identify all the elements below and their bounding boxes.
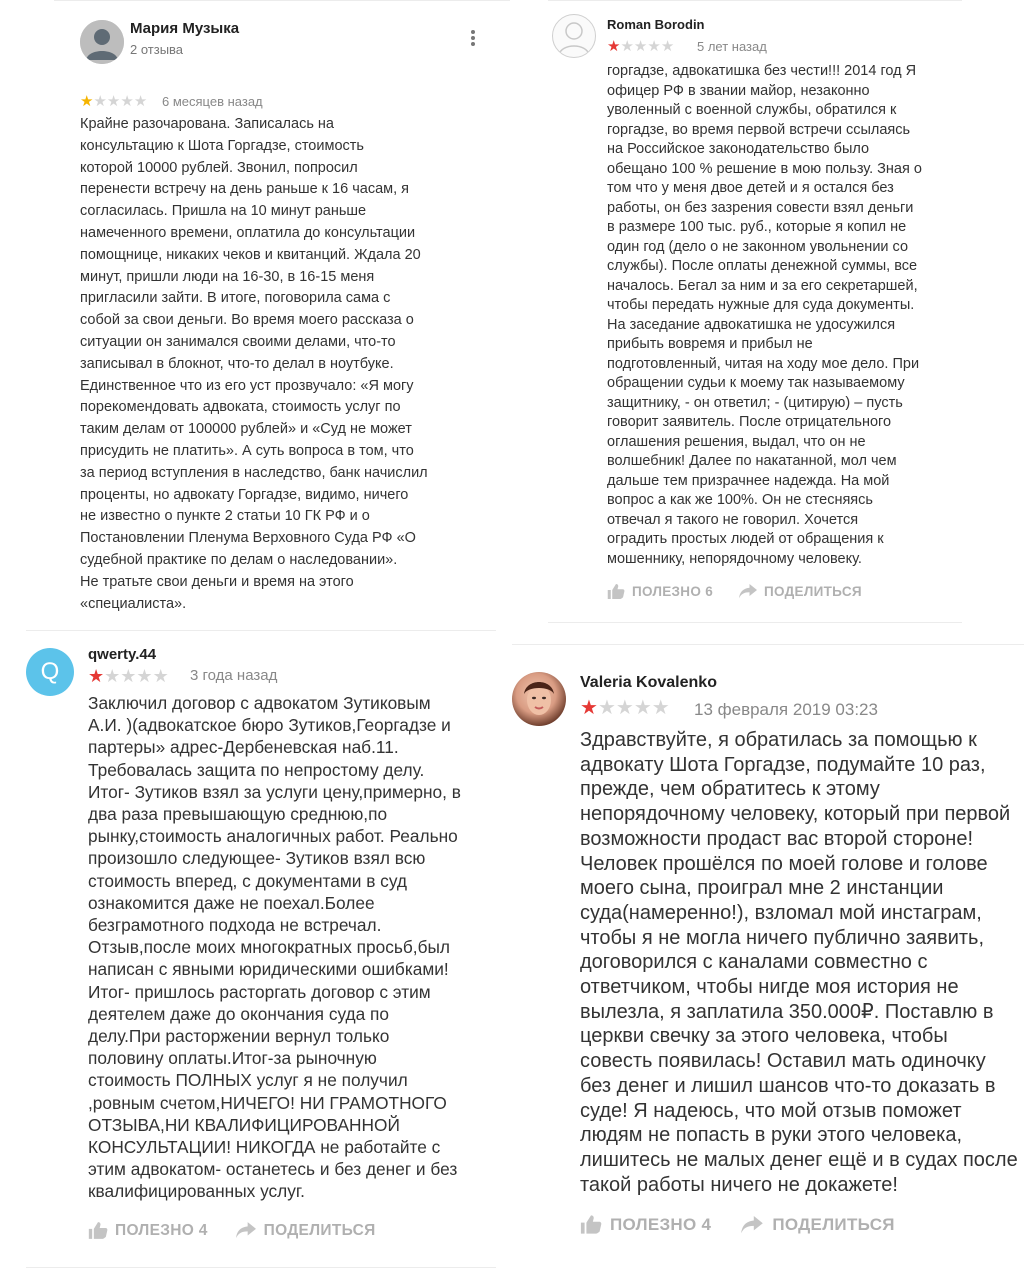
author-review-count: 2 отзыва <box>130 42 184 57</box>
review-card-maria <box>54 0 510 625</box>
review-line: Крайне разочарована. Записалась на <box>80 116 334 132</box>
review-line: таким делам от 100000 рублей» и «Суд не может <box>80 421 412 438</box>
star-icon: ★ <box>93 93 107 110</box>
review-line: ,ровным счетом,НИЧЕГО! НИ ГРАМОТНОГО <box>88 1092 447 1113</box>
helpful-button[interactable] <box>607 583 713 600</box>
rating-stars <box>88 667 169 685</box>
review-card-roman <box>548 0 962 625</box>
review-line: том что у меня двое детей и я остался без <box>607 180 894 196</box>
share-arrow-icon <box>741 1216 763 1234</box>
review-line: Не тратьте свои деньги и время на этого <box>80 573 354 590</box>
review-line: партеры» адрес-Дербеневская наб.11. <box>88 737 399 758</box>
star-icon: ★ <box>633 697 652 719</box>
share-label: ПОДЕЛИТЬСЯ <box>772 1214 895 1234</box>
star-icon: ★ <box>607 38 621 55</box>
review-line: А.И. )(адвокатское бюро Зутиков,Георгадзе и <box>88 715 451 736</box>
user-photo-avatar-image <box>512 672 566 726</box>
review-line: дальше тем призрачнее надежда. На мой <box>607 472 890 489</box>
review-line: Итог- Зутиков взял за услуги цену,примерно, в <box>88 781 461 802</box>
review-line: перенести встречу на день раньше к 16 часам, я <box>80 181 410 198</box>
review-line: Отзыв,после моих многократных просьб,был <box>88 937 450 958</box>
author-name[interactable]: Valeria Kovalenko <box>580 674 717 691</box>
review-line: обращении судьи к моему так называемому <box>607 375 905 391</box>
share-button[interactable] <box>741 1215 895 1235</box>
user-photo-avatar[interactable] <box>512 672 566 726</box>
review-line: присудить не платить». А суть вопроса в том, что <box>80 442 414 459</box>
star-icon: ★ <box>88 666 105 686</box>
avatar[interactable] <box>80 20 124 64</box>
review-line: работы, он без зазрения совести взял деньги <box>607 199 914 216</box>
review-line: оградить простых людей от обращения к <box>607 531 884 547</box>
review-line: началось. Бегал за ним и за его секретаршей, <box>607 277 918 294</box>
review-line: половину оплаты.Итог-за рыночную <box>88 1048 377 1069</box>
helpful-button[interactable] <box>88 1221 208 1240</box>
review-card-valeria <box>510 644 1024 1280</box>
review-line: которой 10000 рублей. Звонил, попросил <box>80 159 358 176</box>
review-line: Заключил договор с адвокатом Зутиковым <box>88 693 431 713</box>
review-line: чтобы передать нужные для суда документы. <box>607 297 915 313</box>
helpful-label: ПОЛЕЗНО 4 <box>610 1214 712 1234</box>
review-line: чтобы я не могла ничего публично заявить, <box>580 926 985 949</box>
review-text <box>80 114 428 615</box>
star-icon: ★ <box>615 697 634 719</box>
share-button[interactable] <box>236 1222 376 1240</box>
review-line: прежде, чем обратитесь к этому <box>580 778 880 801</box>
thumbs-up-icon <box>607 583 625 600</box>
review-line: этим адвокатом- останетесь и без денег и без <box>88 1159 458 1180</box>
star-icon: ★ <box>633 38 648 55</box>
review-text <box>88 692 461 1203</box>
person-placeholder-icon <box>553 15 595 57</box>
star-icon: ★ <box>651 697 670 719</box>
review-line: без денег и лишил шансов что-то доказать в <box>580 1074 996 1097</box>
review-date: 13 февраля 2019 03:23 <box>694 700 878 719</box>
share-arrow-icon <box>739 584 757 599</box>
star-icon: ★ <box>120 93 134 110</box>
review-line: консультацию к Шота Горгадзе, стоимость <box>80 137 364 154</box>
review-line: ситуации он занимался своими делами, что-то <box>80 333 396 350</box>
review-line: Единственное что из его уст прозвучало: «Я могу <box>80 377 414 394</box>
review-line: договорился с каналами совместно с <box>580 951 928 974</box>
review-line: церкви свечку за этого человека, чтобы <box>580 1025 948 1048</box>
review-line: прибыть вовремя и прибыл не <box>607 336 813 352</box>
review-line: два раза превышающую среднюю,по <box>88 804 388 825</box>
review-line: записывал в блокнот, что-то делал в ноутбуке. <box>80 355 394 372</box>
review-line: согласилась. Пришла на 10 минут раньше <box>80 203 367 220</box>
review-actions <box>88 1221 376 1240</box>
card-top-divider <box>54 0 510 1</box>
review-line: защитнику, - он ответил; - (цитирую) – пусть <box>607 394 903 411</box>
share-button[interactable] <box>739 584 862 599</box>
review-actions <box>607 583 862 600</box>
review-line: пригласили зайти. В итоге, поговорила сама с <box>80 290 391 307</box>
review-line: ознакомится даже не поехал.Более <box>88 892 375 913</box>
review-text <box>607 62 922 569</box>
review-line: Человек прошёлся по моей голове и голове <box>580 852 988 875</box>
review-line: вопрос а как же 100%. Он не стесняясь <box>607 492 873 508</box>
avatar-letter: Q <box>40 658 60 685</box>
review-line: «специалиста». <box>80 595 187 612</box>
card-bottom-divider <box>26 1267 496 1268</box>
review-line: лишитесь не малых денег ещё и в судах после <box>580 1148 1018 1171</box>
review-line: квалифицированных услуг. <box>88 1181 305 1202</box>
card-bottom-divider <box>548 622 962 623</box>
review-line: волшебник! Далее по накатанной, мол чем <box>607 453 897 469</box>
review-line: минут, пришли люди на 16-30, в 16-15 меня <box>80 268 375 285</box>
review-line: На заседание адвокатишка не удосужился <box>607 316 896 333</box>
review-line: делу.При расторжении вернул только <box>88 1026 390 1047</box>
share-label: ПОДЕЛИТЬСЯ <box>764 584 862 599</box>
star-icon: ★ <box>647 38 661 55</box>
review-line: подготовленный, читая на ходу мое дело. При <box>607 355 920 372</box>
review-text <box>580 728 1018 1197</box>
star-icon: ★ <box>597 697 616 719</box>
review-line: обещано 100 % решение в мою пользу. Зная о <box>607 160 922 177</box>
review-date: 6 месяцев назад <box>162 94 263 109</box>
review-line: горгадзе, во время первой встречи ссылаясь <box>607 121 911 138</box>
review-line: ответчиком, чтобы нигде моя история не <box>580 976 959 999</box>
star-icon: ★ <box>104 666 121 686</box>
review-date: 5 лет назад <box>697 39 767 54</box>
review-line: возможности продаст вас второй стороне! <box>580 827 974 850</box>
review-line: уволенный с военной службы, обратился к <box>607 102 897 118</box>
review-line: КОНСУЛЬТАЦИИ! НИКОГДА не работайте с <box>88 1137 441 1158</box>
star-icon: ★ <box>660 38 675 55</box>
review-line: судебной практике по делам о наследовании». <box>80 551 398 568</box>
star-icon: ★ <box>136 666 153 686</box>
review-line: Итог- пришлось расторгать договор с этим <box>88 981 431 1002</box>
review-line: один год (дело о не законном увольнении со <box>607 238 909 255</box>
review-line: моего сына, проиграл мне 2 инстанции <box>580 877 944 900</box>
thumbs-up-icon <box>88 1221 108 1240</box>
helpful-button[interactable] <box>580 1214 711 1235</box>
author-name[interactable]: Roman Borodin <box>607 17 705 32</box>
review-line: горгадзе, адвокатишка без чести!!! 2014 год Я <box>607 63 917 79</box>
review-line: оглашения решения, выдал, что он не <box>607 433 866 450</box>
review-line: людям не попасть в руки этого человека, <box>580 1124 963 1147</box>
review-line: непорядочному человеку, который при первой <box>580 803 1011 826</box>
review-line: Постановлении Пленума Верховного Суда РФ «О <box>80 530 416 547</box>
review-line: службы). После оплаты денежной суммы, все <box>607 258 918 274</box>
review-date: 3 года назад <box>190 667 278 684</box>
review-line: Здравствуйте, я обратилась за помощью к <box>580 729 977 751</box>
avatar[interactable] <box>26 648 74 696</box>
review-line: суда(намеренно!), взломал мой инстаграм, <box>580 901 982 924</box>
star-icon: ★ <box>620 38 634 55</box>
review-line: безграмотного подхода не встречал. <box>88 915 382 936</box>
star-icon: ★ <box>80 93 94 110</box>
review-line: отвечал я такого не говорил. Хочется <box>607 511 859 528</box>
review-card-qwerty <box>0 630 510 1280</box>
review-line: написан с явными юридическими ошибками! <box>88 959 449 980</box>
helpful-label: ПОЛЕЗНО 6 <box>632 584 714 599</box>
review-line: в размере 100 тыс. руб., которые я копил не <box>607 219 907 235</box>
review-line: такой работы ничего не докажете! <box>580 1173 898 1196</box>
more-options-icon[interactable] <box>470 28 476 48</box>
share-arrow-icon <box>236 1222 256 1239</box>
review-line: адвокату Шота Горгадзе, подумайте 10 раз, <box>580 753 986 776</box>
review-line: порекомендовать адвоката, стоимость услуг по <box>80 399 401 416</box>
review-line: на Российское законодательство было <box>607 141 870 157</box>
review-line: рынку,стоимость аналогичных работ. Реально <box>88 826 458 847</box>
review-line: не известно о пункте 2 статьи 10 ГК РФ и о <box>80 508 370 525</box>
review-line: стоимость ПОЛНЫХ услуг я не получил <box>88 1070 408 1091</box>
review-line: проценты, но адвокату Горгадзе, видимо, ничего <box>80 486 409 503</box>
share-label: ПОДЕЛИТЬСЯ <box>263 1221 376 1239</box>
star-icon: ★ <box>120 666 137 686</box>
review-line: совесть появилась! Оставил мать одиночку <box>580 1050 986 1073</box>
review-actions <box>580 1214 895 1235</box>
card-top-divider <box>26 630 496 631</box>
review-line: Требовалась защита по непростому делу. <box>88 759 425 780</box>
author-name[interactable]: qwerty.44 <box>88 646 157 663</box>
review-line: помощнице, никаких чеков и квитанций. Ждала 20 <box>80 246 421 263</box>
rating-stars <box>580 698 670 718</box>
star-icon: ★ <box>133 93 148 110</box>
star-icon: ★ <box>106 93 121 110</box>
review-line: произошло следующее- Зутиков взял всю <box>88 848 426 869</box>
review-line: деятелем даже до окончания суда по <box>88 1003 390 1024</box>
star-icon: ★ <box>580 697 598 719</box>
review-line: говорит заявитель. После отрицательного <box>607 414 892 430</box>
author-name[interactable]: Мария Музыка <box>130 20 240 37</box>
helpful-label: ПОЛЕЗНО 4 <box>115 1221 208 1239</box>
review-line: суде! Я надеюсь, что мой отзыв поможет <box>580 1099 962 1122</box>
card-top-divider <box>512 644 1024 645</box>
card-top-divider <box>548 0 962 1</box>
review-line: за период вступления в наследство, банк начислил <box>80 464 428 481</box>
review-line: офицер РФ в звании майор, незаконно <box>607 82 870 99</box>
review-line: намеченного времени, оплатила до консультации <box>80 224 416 241</box>
rating-stars <box>607 39 674 54</box>
review-line: мошеннику, непорядочному человеку. <box>607 550 862 567</box>
rating-stars <box>80 94 147 109</box>
avatar[interactable] <box>552 14 596 58</box>
review-line: ОТЗЫВА,НИ КВАЛИФИЦИРОВАННОЙ <box>88 1114 400 1135</box>
thumbs-up-icon <box>580 1214 602 1235</box>
review-line: собой за свои деньги. Во время моего рассказа о <box>80 312 414 329</box>
person-placeholder-icon <box>80 20 124 64</box>
review-line: вылезла, я заплатила 350.000₽. Поставлю в <box>580 1000 994 1023</box>
star-icon: ★ <box>152 666 169 686</box>
review-line: стоимость вперед, с документами в суд <box>88 870 407 891</box>
